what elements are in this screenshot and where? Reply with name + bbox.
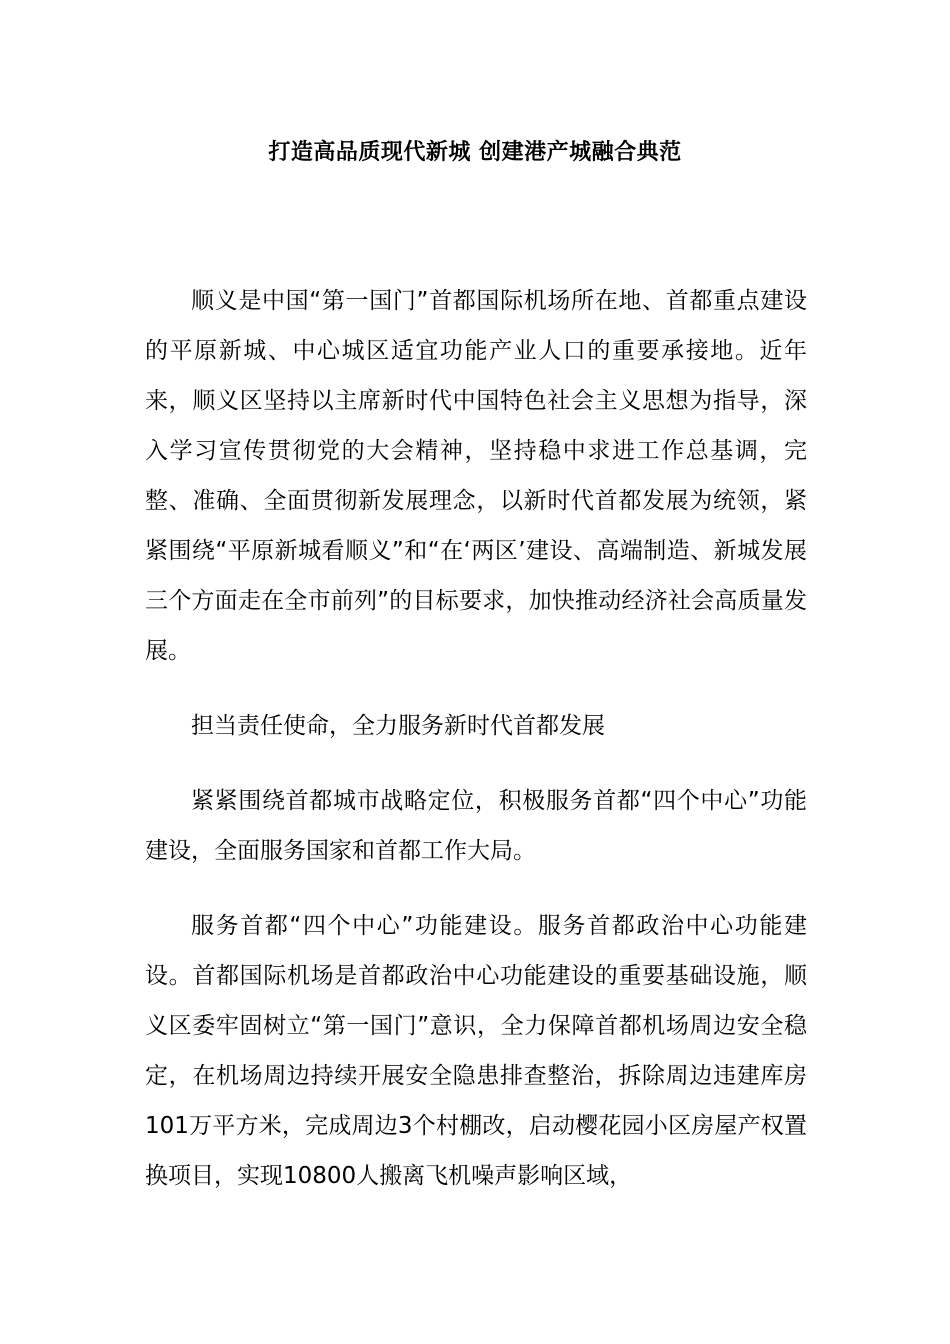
section-heading: 担当责任使命，全力服务新时代首都发展 [191,713,605,739]
document-title: 打造高品质现代新城 创建港产城融合典范 [268,140,682,165]
paragraph-strategy: 紧紧围绕首都城市战略定位，积极服务首都“四个中心”功能建设，全面服务国家和首都工作大局。 [145,788,807,864]
document-body [145,276,807,1226]
paragraph-intro: 顺义是中国“第一国门”首都国际机场所在地、首都重点建设的平原新城、中心城区适宜功能产业人口的重要承接地。近年来，顺义区坚持以主席新时代中国特色社会主义思想为指导，深入学习宣传贯彻党的大会精神，坚持稳中求进工作总基调，完整、准确、全面贯彻新发展理念，以新时代首都发展为统领，紧紧围绕“平原新城看顺义”和“在‘两区’建设、高端制造、新城发展三个方面走在全市前列”的目标要求，加快推动经济社会高质量发展。 [145,288,807,664]
paragraph-four-centers: 服务首都“四个中心”功能建设。服务首都政治中心功能建设。首都国际机场是首都政治中心功能建设的重要基础设施，顺义区委牢固树立“第一国门”意识，全力保障首都机场周边安全稳定，在机场周边持续开展安全隐患排查整治，拆除周边违建库房101万平方米，完成周边3个村棚改，启动樱花园小区房屋产权置换项目，实现10800人搬离飞机噪声影响区域， [145,913,807,1189]
